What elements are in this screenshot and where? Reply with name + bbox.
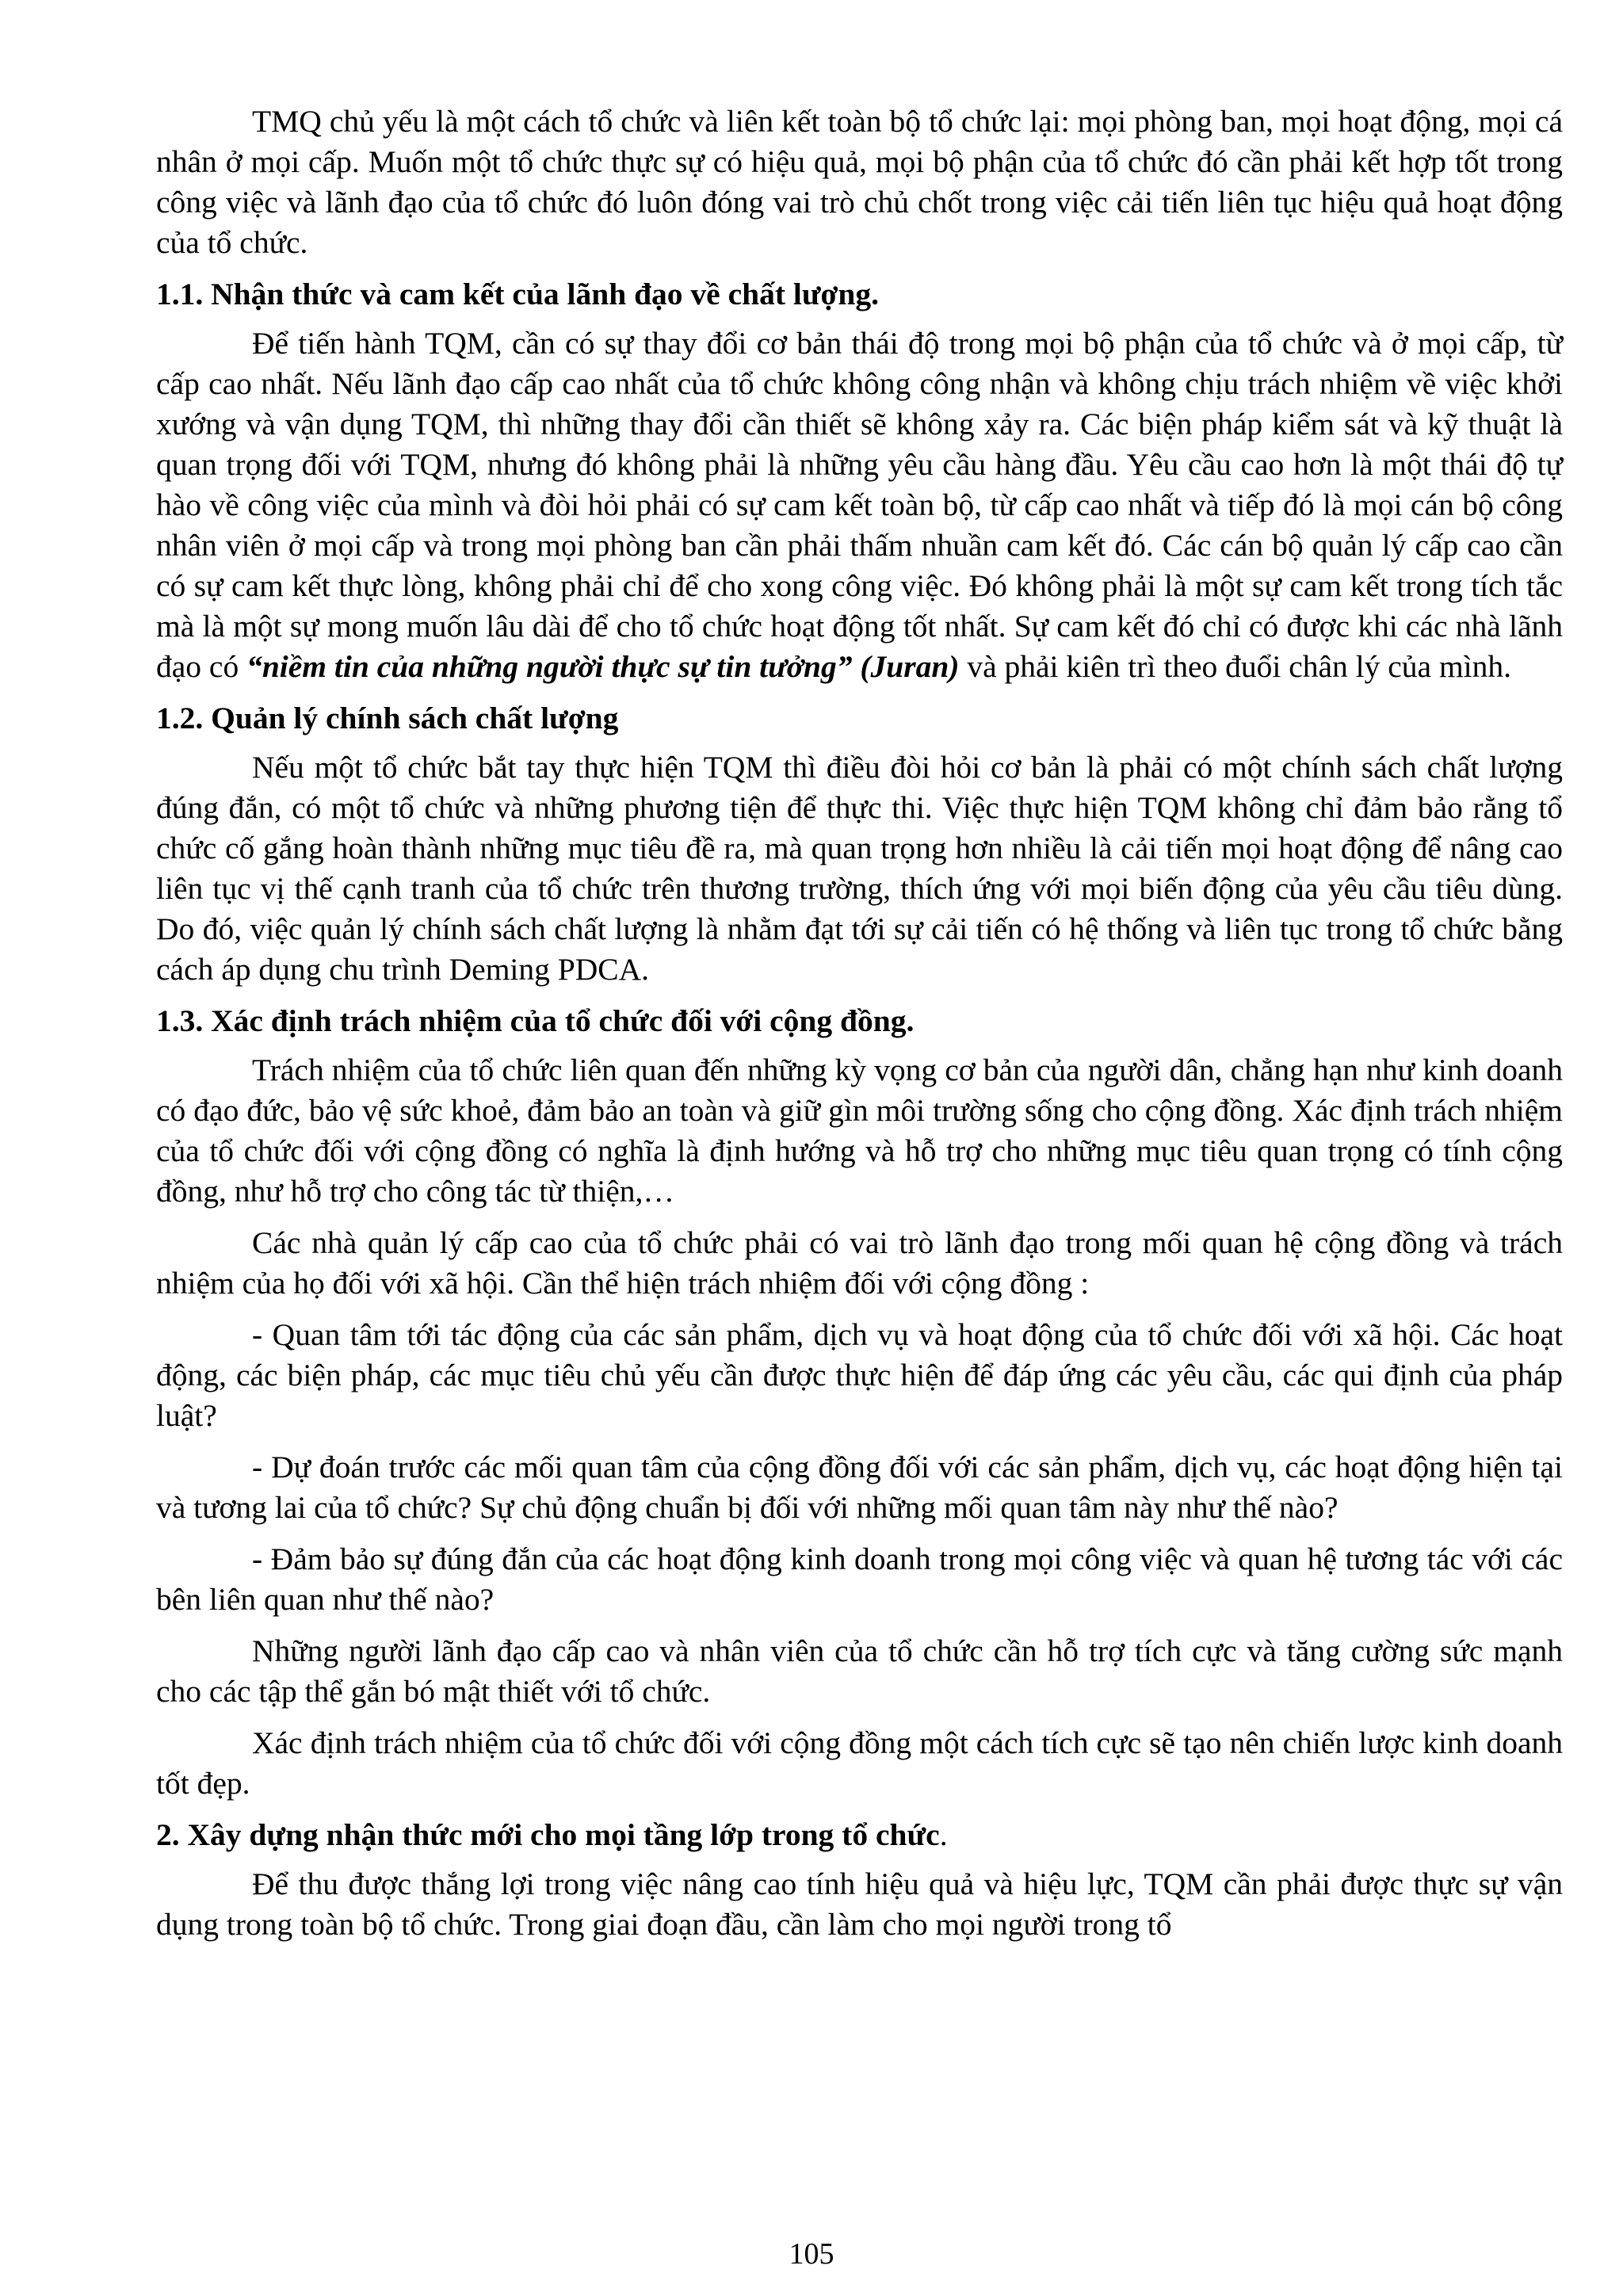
juran-quote: “niềm tin của những người thực sự tin tưởng” (Juran) <box>246 649 960 684</box>
section-1-1-text-after: và phải kiên trì theo đuổi chân lý của mình. <box>959 649 1512 684</box>
section-1-3-paragraph-3: Những người lãnh đạo cấp cao và nhân viên của tổ chức cần hỗ trợ tích cực và tăng cường sức mạnh cho các tập thể gắn bó mật thiết với tổ chức. <box>156 1633 1563 1709</box>
section-1-2-paragraph: Nếu một tổ chức bắt tay thực hiện TQM thì điều đòi hỏi cơ bản là phải có một chính sách chất lượng đúng đắn, có một tổ chức và những phương tiện để thực thi. Việc thực hiện TQM không chỉ đảm bảo rằng tổ chức cố gắng hoàn thành những mục tiêu đề ra, mà quan trọng hơn nhiều là cải tiến mọi hoạt động để nâng cao liên tục vị thế cạnh tranh của tổ chức trên thương trường, thích ứng với mọi biến động của yêu cầu tiêu dùng. Do đó, việc quản lý chính sách chất lượng là nhằm đạt tới sự cải tiến có hệ thống và liên tục trong tổ chức bằng cách áp dụng chu trình Deming PDCA. <box>156 750 1563 987</box>
section-1-1-text-before: Để tiến hành TQM, cần có sự thay đổi cơ bản thái độ trong mọi bộ phận của tổ chức và ở mọi cấp, từ cấp cao nhất. Nếu lãnh đạo cấp cao nhất của tổ chức không công nhận và không chịu trách nhiệm về việc khởi xướng và vận dụng TQM, thì những thay đổi cần thiết sẽ không xảy ra. Các biện pháp kiểm sát và kỹ thuật là quan trọng đối với TQM, nhưng đó không phải là những yêu cầu hàng đầu. Yêu cầu cao hơn là một thái độ tự hào về công việc của mình và đòi hỏi phải có sự cam kết toàn bộ, từ cấp cao nhất và tiếp đó là mọi cán bộ công nhân viên ở mọi cấp và trong mọi phòng ban cần phải thấm nhuần cam kết đó. Các cán bộ quản lý cấp cao cần có sự cam kết thực lòng, không phải chỉ để cho xong công việc. Đó không phải là một sự cam kết trong tích tắc mà là một sự mong muốn lâu dài để cho tổ chức hoạt động tốt nhất. Sự cam kết đó chỉ có được khi các nhà lãnh đạo có <box>156 326 1563 684</box>
section-2-heading <box>156 1815 1563 1855</box>
section-1-1-paragraph <box>156 323 1563 687</box>
section-1-3-list-item-3: - Đảm bảo sự đúng đắn của các hoạt động kinh doanh trong mọi công việc và quan hệ tương tác với các bên liên quan như thế nào? <box>156 1541 1563 1617</box>
intro-paragraph: TMQ chủ yếu là một cách tổ chức và liên kết toàn bộ tổ chức lại: mọi phòng ban, mọi hoạt động, mọi cá nhân ở mọi cấp. Muốn một tổ chức thực sự có hiệu quả, mọi bộ phận của tổ chức đó cần phải kết hợp tốt trong công việc và lãnh đạo của tổ chức đó luôn đóng vai trò chủ chốt trong việc cải tiến liên tục hiệu quả hoạt động của tổ chức. <box>156 104 1563 260</box>
section-1-3-paragraph-2: Các nhà quản lý cấp cao của tổ chức phải có vai trò lãnh đạo trong mối quan hệ cộng đồng và trách nhiệm của họ đối với xã hội. Cần thể hiện trách nhiệm đối với cộng đồng : <box>156 1225 1563 1301</box>
section-2-paragraph: Để thu được thắng lợi trong việc nâng cao tính hiệu quả và hiệu lực, TQM cần phải được thực sự vận dụng trong toàn bộ tổ chức. Trong giai đoạn đầu, cần làm cho mọi người trong tổ <box>156 1866 1563 1942</box>
section-1-3-paragraph-4: Xác định trách nhiệm của tổ chức đối với cộng đồng một cách tích cực sẽ tạo nên chiến lược kinh doanh tốt đẹp. <box>156 1725 1563 1801</box>
section-1-3-heading: 1.3. Xác định trách nhiệm của tổ chức đối với cộng đồng. <box>156 1003 915 1038</box>
section-1-3-paragraph-1: Trách nhiệm của tổ chức liên quan đến những kỳ vọng cơ bản của người dân, chẳng hạn như kinh doanh có đạo đức, bảo vệ sức khoẻ, đảm bảo an toàn và giữ gìn môi trường sống cho cộng đồng. Xác định trách nhiệm của tổ chức đối với cộng đồng có nghĩa là định hướng và hỗ trợ cho những mục tiêu quan trọng có tính cộng đồng, như hỗ trợ cho công tác từ thiện,… <box>156 1052 1563 1209</box>
section-1-3-list-item-1: - Quan tâm tới tác động của các sản phẩm, dịch vụ và hoạt động của tổ chức đối với xã hội. Các hoạt động, các biện pháp, các mục tiêu chủ yếu cần được thực hiện để đáp ứng các yêu cầu, các qui định của pháp luật? <box>156 1317 1563 1433</box>
page-body <box>156 101 1563 1956</box>
section-1-3-list-item-2: - Dự đoán trước các mối quan tâm của cộng đồng đối với các sản phẩm, dịch vụ, các hoạt động hiện tại và tương lai của tổ chức? Sự chủ động chuẩn bị đối với những mối quan tâm này như thế nào? <box>156 1450 1563 1525</box>
section-2-heading-text: 2. Xây dựng nhận thức mới cho mọi tầng lớp trong tổ chức <box>156 1817 940 1852</box>
page-number: 105 <box>789 2237 834 2271</box>
section-2-heading-period: . <box>939 1817 948 1852</box>
section-1-1-heading: 1.1. Nhận thức và cam kết của lãnh đạo về chất lượng. <box>156 277 879 311</box>
section-1-2-heading: 1.2. Quản lý chính sách chất lượng <box>156 701 619 735</box>
